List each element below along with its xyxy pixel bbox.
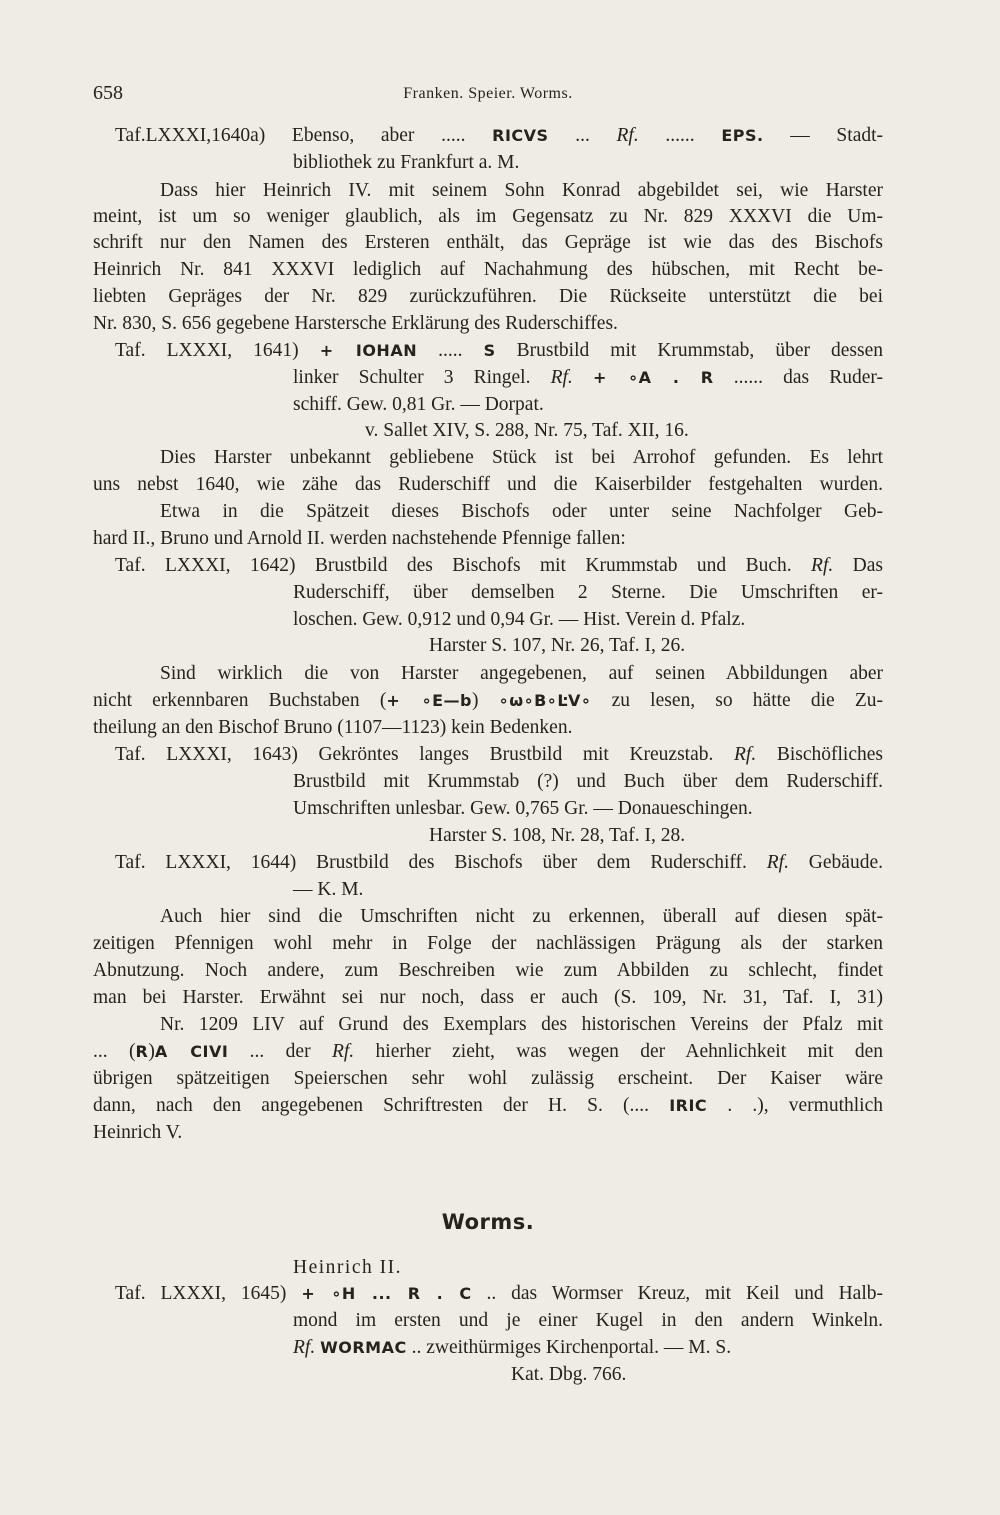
body-line bbox=[93, 365, 883, 391]
body-line bbox=[93, 1120, 883, 1146]
text-run: dann, nach den angegebenen Schriftresten der H. S. (.... bbox=[93, 1095, 670, 1116]
body-line bbox=[93, 985, 883, 1011]
text-run: ... bbox=[548, 125, 617, 146]
body-line bbox=[93, 204, 883, 230]
text-run: Heinrich Nr. 841 XXXVI lediglich auf Nachahmung des hübschen, mit Recht be- bbox=[93, 259, 883, 280]
body-line bbox=[93, 1093, 883, 1119]
body-line bbox=[93, 633, 883, 659]
body-line bbox=[93, 958, 883, 984]
body-line bbox=[93, 526, 883, 552]
body-line bbox=[93, 445, 883, 471]
text-run: zeitigen Pfennigen wohl mehr in Folge der nachlässigen Prägung als der starken bbox=[93, 933, 883, 954]
reverse-abbrev: Rf. bbox=[331, 1041, 355, 1062]
body-line bbox=[93, 392, 883, 418]
plate-reference: Taf. LXXXI, 1644) bbox=[115, 852, 297, 873]
body-line bbox=[93, 338, 883, 364]
text-run: ...... bbox=[638, 125, 722, 146]
body-line bbox=[93, 742, 883, 768]
text-run: Das bbox=[833, 555, 883, 576]
text-run: Sind wirklich die von Harster angegebenen, auf seinen Abbildungen aber bbox=[160, 663, 883, 684]
coin-legend: + ∘A . R bbox=[592, 368, 714, 387]
text-run: ... ( bbox=[93, 1041, 136, 1062]
section-heading: Worms. bbox=[441, 1210, 535, 1234]
coin-legend: A CIVI bbox=[154, 1042, 229, 1061]
text-run: Harster S. 107, Nr. 26, Taf. I, 26. bbox=[429, 635, 686, 656]
coin-legend: RICVS bbox=[492, 126, 549, 145]
text-run: Brustbild mit Krummstab (?) und Buch über dem Ruderschiff. bbox=[293, 771, 883, 792]
page-number: 658 bbox=[93, 82, 123, 104]
text-run: linker Schulter 3 Ringel. bbox=[293, 367, 551, 388]
text-run: ...... das Ruder- bbox=[713, 367, 883, 388]
body-line bbox=[93, 311, 883, 337]
reverse-abbrev: Rf. bbox=[616, 125, 639, 146]
text-run: Dies Harster unbekannt gebliebene Stück ist bei Arrohof gefunden. Es lehrt bbox=[160, 447, 883, 468]
body-line bbox=[93, 796, 883, 822]
section-line bbox=[93, 1335, 883, 1361]
section-line bbox=[93, 1281, 883, 1307]
text-run: Kat. Dbg. 766. bbox=[511, 1364, 627, 1385]
text-run: Dass hier Heinrich IV. mit seinem Sohn Konrad abgebildet sei, wie Harster bbox=[160, 180, 883, 201]
section-line bbox=[93, 1308, 883, 1334]
text-run: schiff. Gew. 0,81 Gr. — Dorpat. bbox=[293, 394, 544, 415]
text-run: loschen. Gew. 0,912 und 0,94 Gr. — Hist. Verein d. Pfalz. bbox=[293, 609, 746, 630]
text-run: Auch hier sind die Umschriften nicht zu erkennen, überall auf diesen spät- bbox=[160, 906, 883, 927]
text-run: schrift nur den Namen des Ersteren enthält, das Gepräge ist wie das des Bischofs bbox=[93, 232, 883, 253]
text-run: zu lesen, so hätte die Zu- bbox=[591, 690, 883, 711]
text-run: Abnutzung. Noch andere, zum Beschreiben wie zum Abbilden zu schlecht, findet bbox=[93, 960, 883, 981]
reverse-abbrev: Rf. bbox=[293, 1337, 316, 1358]
reverse-abbrev: Rf. bbox=[550, 367, 573, 388]
body-line bbox=[93, 1066, 883, 1092]
plate-reference: Taf. LXXXI, 1641) bbox=[115, 340, 299, 361]
text-run: .. zweithürmiges Kirchenportal. — M. S. bbox=[406, 1337, 732, 1358]
text-run: hierher zieht, was wegen der Aehnlichkeit mit den bbox=[354, 1041, 883, 1062]
plate-reference: Taf. LXXXI, 1642) bbox=[115, 555, 296, 576]
body-line bbox=[93, 823, 883, 849]
body-line bbox=[93, 150, 883, 176]
body-line bbox=[93, 580, 883, 606]
text-run: Ebenso, aber ..... bbox=[265, 125, 493, 146]
text-run: Gebäude. bbox=[788, 852, 883, 873]
body-line bbox=[93, 661, 883, 687]
text-run: Bischöfliches bbox=[756, 744, 883, 765]
text-run: ) bbox=[472, 690, 499, 711]
reverse-abbrev: Rf. bbox=[811, 555, 834, 576]
body-line bbox=[93, 499, 883, 525]
text-run: Brustbild des Bischofs mit Krummstab und Buch. bbox=[295, 555, 812, 576]
body-line bbox=[93, 472, 883, 498]
text-run: . .), vermuthlich bbox=[707, 1095, 883, 1116]
body-line bbox=[93, 284, 883, 310]
text-run: Umschriften unlesbar. Gew. 0,765 Gr. — Donaueschingen. bbox=[293, 798, 753, 819]
body-line bbox=[93, 688, 883, 714]
body-line bbox=[93, 769, 883, 795]
coin-legend: + ∘H ... R . C bbox=[301, 1284, 472, 1303]
plate-reference: Taf. LXXXI, 1643) bbox=[115, 744, 298, 765]
text-run: Ruderschiff, über demselben 2 Sterne. Die Umschriften er- bbox=[293, 582, 883, 603]
text-run: ... der bbox=[228, 1041, 332, 1062]
section-line bbox=[93, 1362, 883, 1388]
coin-legend: R bbox=[135, 1042, 149, 1061]
text-run: ) bbox=[148, 1041, 155, 1062]
body-line bbox=[93, 1039, 883, 1065]
text-run: .. das Wormser Kreuz, mit Keil und Halb- bbox=[471, 1283, 883, 1304]
text-run: mond im ersten und je einer Kugel in den andern Winkeln. bbox=[293, 1310, 883, 1331]
body-line bbox=[93, 1012, 883, 1038]
text-run: — Stadt- bbox=[763, 125, 883, 146]
text-run: Gekröntes langes Brustbild mit Kreuzstab. bbox=[297, 744, 734, 765]
text-run: übrigen spätzeitigen Speierschen sehr wohl zulässig erscheint. Der Kaiser wäre bbox=[93, 1068, 883, 1089]
text-run: meint, ist um so weniger glaublich, als im Gegensatz zu Nr. 829 XXXVI die Um- bbox=[93, 206, 883, 227]
text-run bbox=[573, 367, 593, 388]
body-line bbox=[93, 904, 883, 930]
text-run: Nr. 1209 LIV auf Grund des Exemplars des historischen Vereins der Pfalz mit bbox=[160, 1014, 883, 1035]
text-run: ..... bbox=[417, 340, 484, 361]
coin-legend: + ∘E—b bbox=[386, 691, 472, 710]
body-line bbox=[93, 230, 883, 256]
body-line bbox=[93, 850, 883, 876]
body-line bbox=[93, 418, 883, 444]
coin-legend: S bbox=[483, 341, 496, 360]
body-line bbox=[93, 715, 883, 741]
body-line bbox=[93, 877, 883, 903]
text-run: Etwa in die Spätzeit dieses Bischofs oder unter seine Nachfolger Geb- bbox=[160, 501, 883, 522]
coin-legend: + IOHAN bbox=[319, 341, 418, 360]
text-run: Heinrich V. bbox=[93, 1122, 183, 1143]
body-line bbox=[93, 607, 883, 633]
coin-legend: ∘ω∘B∘ĿV∘ bbox=[498, 691, 592, 710]
coin-legend: WORMAC bbox=[320, 1338, 407, 1357]
body-line bbox=[93, 178, 883, 204]
coin-legend: IRIC bbox=[669, 1096, 708, 1115]
body-line bbox=[93, 257, 883, 283]
page-header bbox=[93, 82, 883, 112]
text-run: nicht erkennbaren Buchstaben ( bbox=[93, 690, 387, 711]
text-run: Brustbild mit Krummstab, über dessen bbox=[495, 340, 883, 361]
coin-legend: EPS. bbox=[721, 126, 764, 145]
plate-reference: Taf.LXXXI,1640a) bbox=[115, 125, 266, 146]
body-line bbox=[93, 123, 883, 149]
text-run: liebten Gepräges der Nr. 829 zurückzuführen. Die Rückseite unterstützt die bei bbox=[93, 286, 883, 307]
text-run: Nr. 830, S. 656 gegebene Harstersche Erklärung des Ruderschiffes. bbox=[93, 313, 618, 334]
section-subheading: Heinrich II. bbox=[293, 1257, 402, 1278]
reverse-abbrev: Rf. bbox=[766, 852, 789, 873]
reverse-abbrev: Rf. bbox=[734, 744, 757, 765]
text-run: Harster S. 108, Nr. 28, Taf. I, 28. bbox=[429, 825, 686, 846]
text-run: man bei Harster. Erwähnt sei nur noch, dass er auch (S. 109, Nr. 31, Taf. I, 31) bbox=[93, 987, 883, 1008]
text-run: Brustbild des Bischofs über dem Ruderschiff. bbox=[296, 852, 767, 873]
text-run: — K. M. bbox=[293, 879, 364, 900]
text-run: bibliothek zu Frankfurt a. M. bbox=[293, 152, 520, 173]
text-run bbox=[286, 1283, 301, 1304]
text-run: hard II., Bruno und Arnold II. werden nachstehende Pfennige fallen: bbox=[93, 528, 626, 549]
text-run bbox=[299, 340, 320, 361]
running-title: Franken. Speier. Worms. bbox=[403, 85, 573, 102]
text-run: uns nebst 1640, wie zähe das Ruderschiff und die Kaiserbilder festgehalten wurden. bbox=[93, 474, 883, 495]
text-run: theilung an den Bischof Bruno (1107—1123) kein Bedenken. bbox=[93, 717, 573, 738]
text-run: v. Sallet XIV, S. 288, Nr. 75, Taf. XII, 16. bbox=[365, 420, 689, 441]
body-line bbox=[93, 553, 883, 579]
body-line bbox=[93, 931, 883, 957]
plate-reference: Taf. LXXXI, 1645) bbox=[115, 1283, 287, 1304]
